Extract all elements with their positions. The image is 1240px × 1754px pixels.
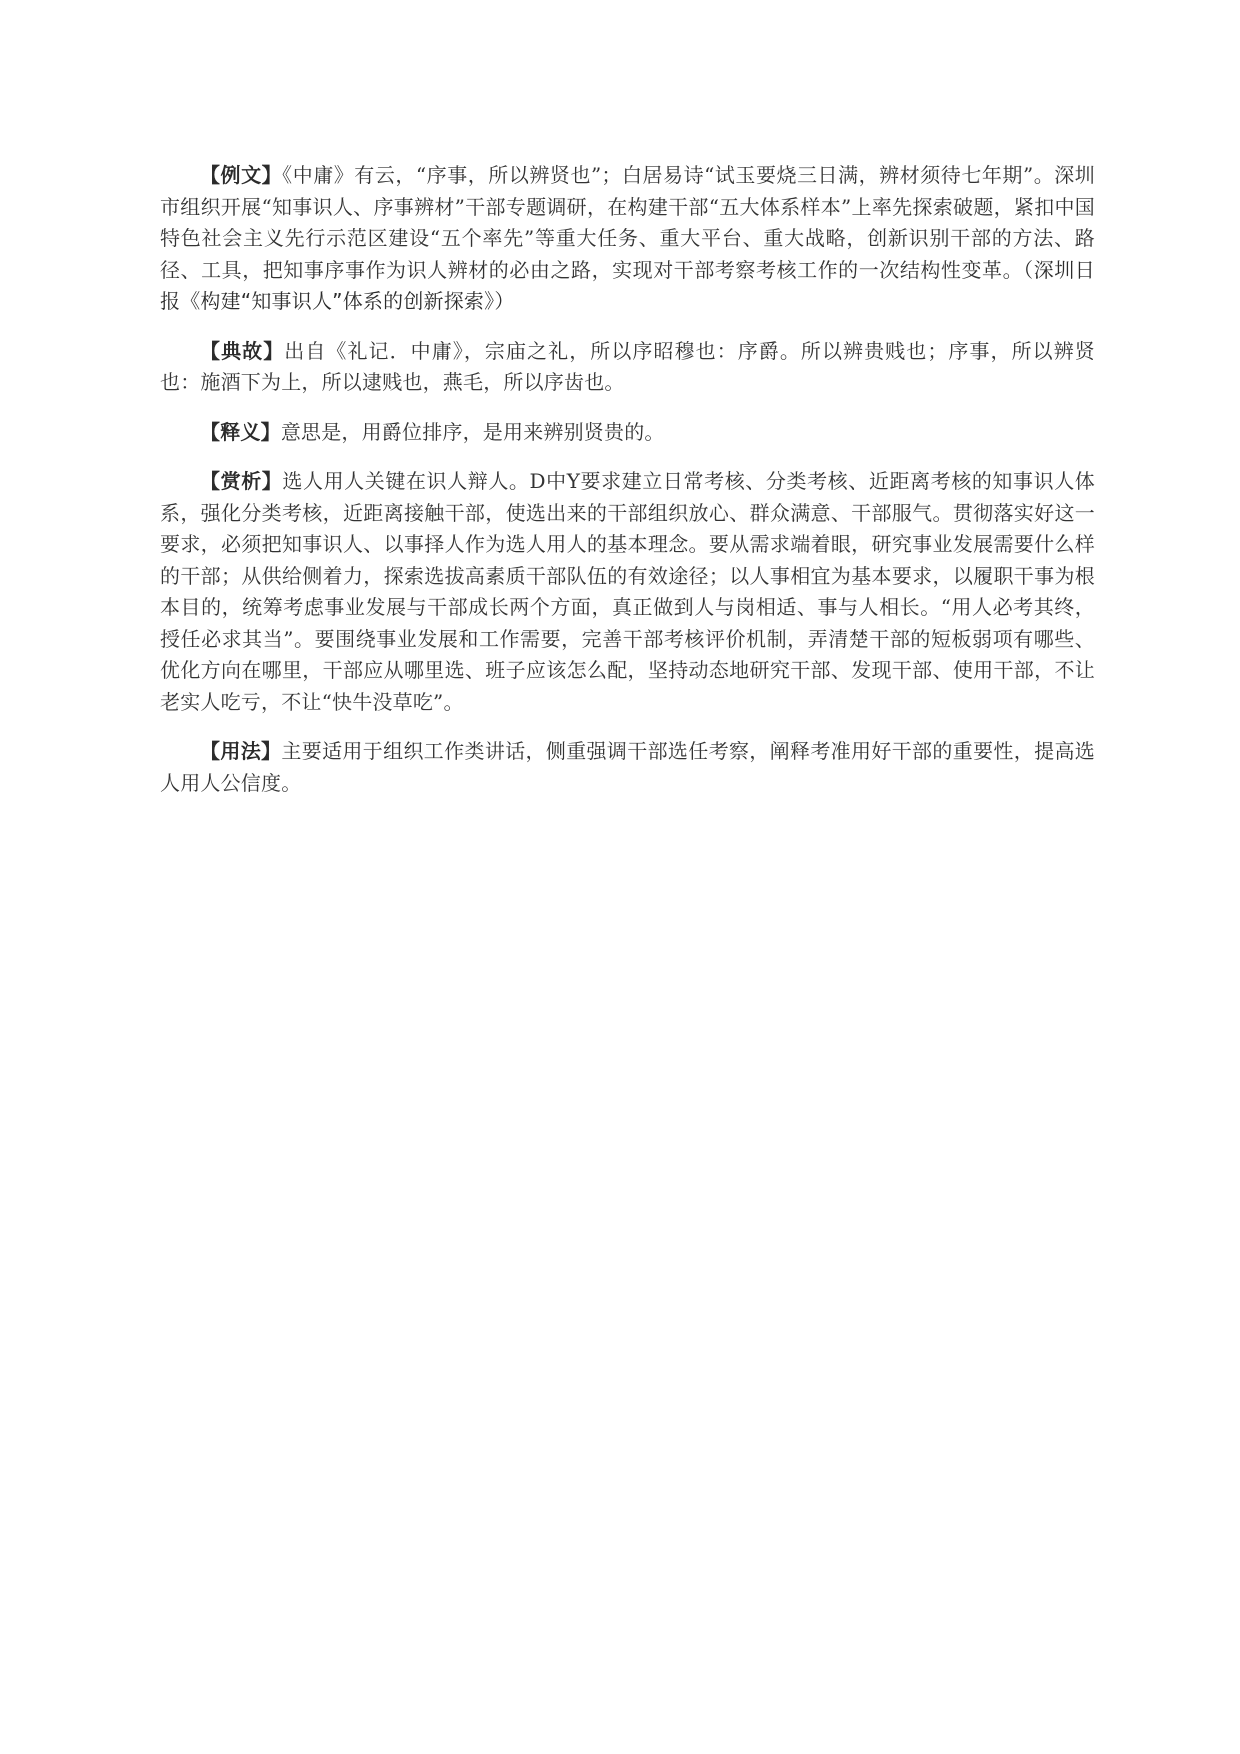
analysis-text: 选人用人关键在识人辩人。D中Y要求建立日常考核、分类考核、近距离考核的知事识人体系，强化分类考核，近距离接触干部，使选出来的干部组织放心、群众满意、干部服气。贯彻落实好这一要求，必须把知事识人、以事择人作为选人用人的基本理念。要从需求端着眼，研究事业发展需要什么样的干部；从供给侧着力，探索选拔高素质干部队伍的有效途径；以人事相宜为基本要求，以履职干事为根本目的，统筹考虑事业发展与干部成长两个方面，真正做到人与岗相适、事与人相长。“用人必考其终，授任必求其当”。要围绕事业发展和工作需要，完善干部考核评价机制，弄清楚干部的短板弱项有哪些、优化方向在哪里，干部应从哪里选、班子应该怎么配，坚持动态地研究干部、发现干部、使用干部，不让老实人吃亏，不让“快牛没草吃”。 — [160, 469, 1095, 714]
example-tag: 【例文】 — [200, 163, 283, 187]
usage-tag: 【用法】 — [200, 739, 282, 763]
analysis-paragraph — [160, 466, 1095, 718]
example-text: 《中庸》有云，“序事，所以辨贤也”；白居易诗“试玉要烧三日满，辨材须待七年期”。深圳市组织开展“知事识人、序事辨材”干部专题调研，在构建干部“五大体系样本”上率先探索破题，紧扣中国特色社会主义先行示范区建设“五个率先”等重大任务、重大平台、重大战略，创新识别干部的方法、路径、工具，把知事序事作为识人辨材的必由之路，实现对干部考察考核工作的一次结构性变革。 — [160, 163, 1095, 282]
meaning-tag: 【释义】 — [200, 419, 281, 444]
allusion-tag: 【典故】 — [200, 338, 285, 363]
allusion-paragraph — [160, 336, 1095, 399]
usage-text: 主要适用于组织工作类讲话，侧重强调干部选任考察，阐释考准用好干部的重要性，提高选人用人公信度。 — [160, 739, 1096, 795]
allusion-text: 出自《礼记．中庸》，宗庙之礼，所以序昭穆也：序爵。所以辨贵贱也；序事，所以辨贤也：施酒下为上，所以逮贱也，燕毛，所以序齿也。 — [160, 338, 1095, 394]
meaning-paragraph — [160, 417, 1095, 449]
analysis-tag: 【赏析】 — [200, 469, 283, 493]
document-body — [160, 160, 1095, 817]
usage-paragraph — [160, 736, 1095, 799]
example-paragraph — [160, 160, 1095, 318]
meaning-text: 意思是，用爵位排序，是用来辨别贤贵的。 — [280, 419, 665, 444]
example-source: （深圳日报《构建“知事识人”体系的创新探索》） — [160, 257, 1095, 313]
